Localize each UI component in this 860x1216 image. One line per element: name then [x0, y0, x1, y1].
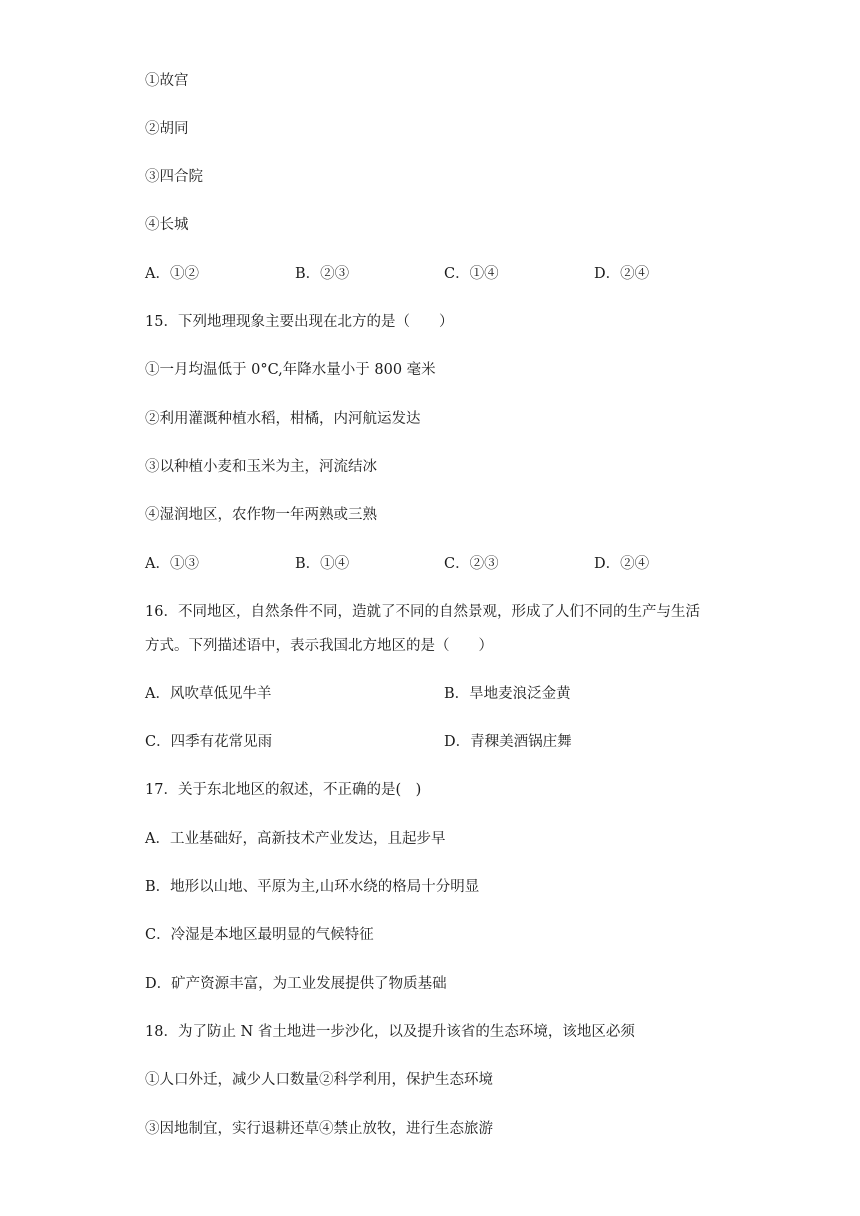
- q18-stem: 18．为了防止 N 省土地进一步沙化，以及提升该省的生态环境，该地区必须: [145, 1024, 635, 1040]
- q15-item-2: ②利用灌溉种植水稻，柑橘，内河航运发达: [145, 411, 421, 427]
- q16-option-b: B．旱地麦浪泛金黄: [444, 686, 571, 702]
- q14-option-a: A．①②: [145, 266, 199, 282]
- q16-stem-line-1: 16．不同地区，自然条件不同，造就了不同的自然景观，形成了人们不同的生产与生活: [145, 604, 700, 620]
- q15-option-d: D．②④: [594, 556, 650, 572]
- q16-option-d: D．青稞美酒锅庄舞: [444, 734, 572, 750]
- q14-item-4: ④长城: [145, 217, 189, 233]
- q15-option-b: B．①④: [295, 556, 350, 572]
- q17-option-a: A．工业基础好，高新技术产业发达，且起步早: [145, 831, 446, 847]
- q15-stem: 15．下列地理现象主要出现在北方的是（ ）: [145, 314, 454, 330]
- q14-option-c: C．①④: [444, 266, 499, 282]
- q15-item-3: ③以种植小麦和玉米为主，河流结冰: [145, 459, 377, 475]
- q18-items-line-1: ①人口外迁，减少人口数量②科学利用，保护生态环境: [145, 1072, 493, 1088]
- q17-option-d: D．矿产资源丰富，为工业发展提供了物质基础: [145, 976, 447, 992]
- q16-option-a: A．风吹草低见牛羊: [145, 686, 272, 702]
- q14-item-2: ②胡同: [145, 121, 189, 137]
- q17-option-b: B．地形以山地、平原为主,山环水绕的格局十分明显: [145, 879, 480, 895]
- q17-option-c: C．冷湿是本地区最明显的气候特征: [145, 927, 374, 943]
- q14-option-b: B．②③: [295, 266, 350, 282]
- q14-item-3: ③四合院: [145, 169, 203, 185]
- q17-stem: 17．关于东北地区的叙述，不正确的是( ): [145, 782, 422, 798]
- q15-option-c: C．②③: [444, 556, 499, 572]
- q14-item-1: ①故宫: [145, 73, 189, 89]
- q18-items-line-2: ③因地制宜，实行退耕还草④禁止放牧，进行生态旅游: [145, 1121, 493, 1137]
- q16-option-c: C．四季有花常见雨: [145, 734, 273, 750]
- q14-option-d: D．②④: [594, 266, 650, 282]
- q16-stem-line-2: 方式。下列描述语中，表示我国北方地区的是（ ）: [145, 638, 493, 654]
- q15-option-a: A．①③: [145, 556, 199, 572]
- q15-item-1: ①一月均温低于 0°C,年降水量小于 800 毫米: [145, 362, 436, 378]
- q15-item-4: ④湿润地区，农作物一年两熟或三熟: [145, 507, 377, 523]
